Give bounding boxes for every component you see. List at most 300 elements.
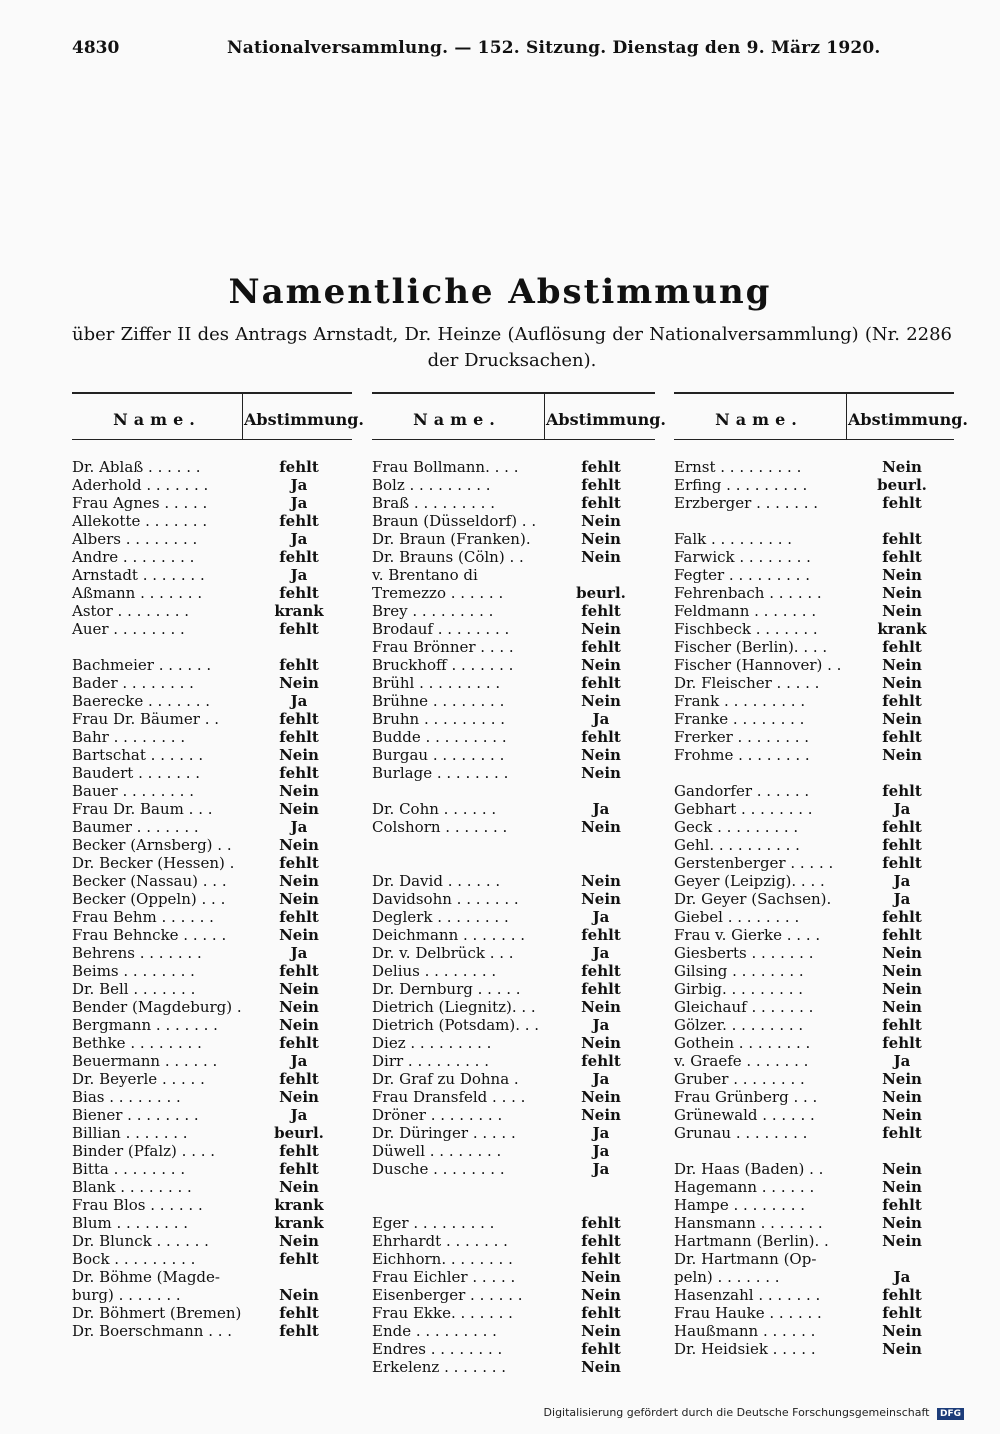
column-header-name: Name. bbox=[113, 410, 201, 429]
member-name: Becker (Nassau) . . . bbox=[72, 872, 227, 890]
member-name: Dr. Dernburg . . . . . bbox=[372, 980, 521, 998]
vote-row bbox=[72, 872, 352, 890]
vote-row bbox=[72, 602, 352, 620]
vote-row bbox=[72, 908, 352, 926]
vote-value: Nein bbox=[279, 890, 319, 908]
member-name: Bader . . . . . . . . bbox=[72, 674, 194, 692]
vote-row bbox=[72, 1304, 352, 1322]
member-name: Bauer . . . . . . . . bbox=[72, 782, 194, 800]
vote-row bbox=[372, 872, 655, 890]
vote-value: Nein bbox=[581, 998, 621, 1016]
vote-value: Nein bbox=[279, 1088, 319, 1106]
member-name: Dr. Cohn . . . . . . bbox=[372, 800, 497, 818]
member-name: Brühl . . . . . . . . . bbox=[372, 674, 501, 692]
vote-value: fehlt bbox=[279, 584, 319, 602]
vote-value: fehlt bbox=[279, 458, 319, 476]
vote-row bbox=[72, 728, 352, 746]
member-name: Dr. Böhmert (Bremen) bbox=[72, 1304, 242, 1322]
member-name: Diez . . . . . . . . . bbox=[372, 1034, 492, 1052]
vote-value: fehlt bbox=[882, 782, 922, 800]
vote-value: fehlt bbox=[279, 1142, 319, 1160]
vote-row bbox=[72, 620, 352, 638]
vote-row bbox=[372, 1034, 655, 1052]
member-name: v. Brentano di bbox=[372, 566, 478, 584]
vote-value: beurl. bbox=[576, 584, 626, 602]
vote-row bbox=[72, 1106, 352, 1124]
vote-value: Nein bbox=[882, 980, 922, 998]
vote-row bbox=[674, 980, 954, 998]
vote-row bbox=[674, 890, 954, 908]
vote-value: Ja bbox=[290, 1052, 308, 1070]
vote-value: krank bbox=[877, 620, 927, 638]
vote-row bbox=[372, 1016, 655, 1034]
member-name: Bender (Magdeburg) . bbox=[72, 998, 242, 1016]
vote-value: Nein bbox=[581, 548, 621, 566]
member-name: Beims . . . . . . . . bbox=[72, 962, 195, 980]
vote-value: fehlt bbox=[882, 1016, 922, 1034]
member-name: Frau Ekke. . . . . . . bbox=[372, 1304, 513, 1322]
member-name: Andre . . . . . . . . bbox=[72, 548, 195, 566]
vote-row bbox=[674, 674, 954, 692]
vote-row bbox=[372, 980, 655, 998]
vote-value: Ja bbox=[893, 800, 911, 818]
vote-row bbox=[674, 998, 954, 1016]
vote-value: fehlt bbox=[279, 512, 319, 530]
vote-value: fehlt bbox=[882, 1196, 922, 1214]
vote-row bbox=[372, 944, 655, 962]
vote-value: Nein bbox=[882, 1070, 922, 1088]
member-name: Baumer . . . . . . . bbox=[72, 818, 199, 836]
vote-row bbox=[372, 800, 655, 818]
vote-row bbox=[72, 800, 352, 818]
member-name: Tremezzo . . . . . . bbox=[372, 584, 504, 602]
vote-row bbox=[372, 746, 655, 764]
vote-value: Nein bbox=[882, 1178, 922, 1196]
member-name: Gandorfer . . . . . . bbox=[674, 782, 810, 800]
member-name: Bolz . . . . . . . . . bbox=[372, 476, 491, 494]
vote-value: fehlt bbox=[581, 638, 621, 656]
vote-value: Ja bbox=[592, 1142, 610, 1160]
vote-value: fehlt bbox=[279, 854, 319, 872]
vote-value: fehlt bbox=[882, 494, 922, 512]
vote-row bbox=[372, 1142, 655, 1160]
vote-row bbox=[72, 944, 352, 962]
member-name: Dr. Düringer . . . . . bbox=[372, 1124, 516, 1142]
member-name: Bock . . . . . . . . . bbox=[72, 1250, 196, 1268]
vote-value: fehlt bbox=[882, 854, 922, 872]
vote-value: Nein bbox=[581, 872, 621, 890]
member-name: Bachmeier . . . . . . bbox=[72, 656, 212, 674]
member-name: Fischer (Berlin). . . . bbox=[674, 638, 828, 656]
vote-value: fehlt bbox=[279, 620, 319, 638]
vote-row bbox=[372, 530, 655, 548]
member-name: Bahr . . . . . . . . bbox=[72, 728, 186, 746]
vote-value: Ja bbox=[290, 476, 308, 494]
column-header-vote: Abstimmung. bbox=[244, 410, 364, 429]
vote-value: fehlt bbox=[279, 728, 319, 746]
member-name: Burgau . . . . . . . . bbox=[372, 746, 505, 764]
vote-row bbox=[372, 620, 655, 638]
vote-value: krank bbox=[274, 1214, 324, 1232]
vote-row bbox=[674, 1268, 954, 1286]
vote-value: Nein bbox=[882, 1214, 922, 1232]
member-name: Düwell . . . . . . . . bbox=[372, 1142, 502, 1160]
vote-value: fehlt bbox=[581, 926, 621, 944]
member-name: Hansmann . . . . . . . bbox=[674, 1214, 823, 1232]
vote-value: Ja bbox=[592, 800, 610, 818]
vote-value: fehlt bbox=[882, 548, 922, 566]
vote-row bbox=[674, 1106, 954, 1124]
vote-row bbox=[674, 1052, 954, 1070]
vote-value: Ja bbox=[290, 530, 308, 548]
vote-value: fehlt bbox=[279, 1304, 319, 1322]
vote-row bbox=[674, 620, 954, 638]
member-name: Brey . . . . . . . . . bbox=[372, 602, 494, 620]
vote-row bbox=[72, 980, 352, 998]
vote-row bbox=[372, 1232, 655, 1250]
vote-value: Nein bbox=[882, 962, 922, 980]
column-header-name: Name. bbox=[413, 410, 501, 429]
member-name: Dr. Beyerle . . . . . bbox=[72, 1070, 205, 1088]
vote-row bbox=[72, 710, 352, 728]
vote-value: fehlt bbox=[279, 764, 319, 782]
vote-row bbox=[72, 494, 352, 512]
vote-value: Nein bbox=[279, 800, 319, 818]
vote-value: Ja bbox=[592, 944, 610, 962]
vote-value: Nein bbox=[882, 656, 922, 674]
vote-row bbox=[372, 1088, 655, 1106]
member-name: Blum . . . . . . . . bbox=[72, 1214, 188, 1232]
vote-value: Nein bbox=[581, 692, 621, 710]
vote-value: Nein bbox=[882, 458, 922, 476]
vote-row bbox=[674, 1214, 954, 1232]
member-name: Frau Dr. Baum . . . bbox=[72, 800, 213, 818]
vote-row bbox=[72, 998, 352, 1016]
vote-value: Nein bbox=[882, 944, 922, 962]
member-name: Dr. Ablaß . . . . . . bbox=[72, 458, 201, 476]
vote-row bbox=[674, 530, 954, 548]
vote-row bbox=[674, 962, 954, 980]
member-name: Farwick . . . . . . . . bbox=[674, 548, 811, 566]
vote-value: Nein bbox=[882, 746, 922, 764]
vote-value: Nein bbox=[581, 818, 621, 836]
vote-value: fehlt bbox=[882, 836, 922, 854]
vote-row bbox=[674, 1232, 954, 1250]
member-name: Gruber . . . . . . . . bbox=[674, 1070, 805, 1088]
vote-row bbox=[674, 836, 954, 854]
member-name: Billian . . . . . . . bbox=[72, 1124, 188, 1142]
vote-value: fehlt bbox=[581, 494, 621, 512]
vote-value: Nein bbox=[882, 566, 922, 584]
vote-row bbox=[674, 728, 954, 746]
vote-value: Ja bbox=[893, 890, 911, 908]
running-title: Nationalversammlung. — 152. Sitzung. Dienstag den 9. März 1920. bbox=[227, 38, 881, 58]
vote-row bbox=[674, 1250, 954, 1268]
member-name: Bruckhoff . . . . . . . bbox=[372, 656, 514, 674]
vote-row bbox=[72, 674, 352, 692]
member-name: Dröner . . . . . . . . bbox=[372, 1106, 503, 1124]
member-name: Dr. Graf zu Dohna . bbox=[372, 1070, 519, 1088]
vote-row bbox=[674, 908, 954, 926]
vote-row bbox=[674, 566, 954, 584]
member-name: Dr. Becker (Hessen) . bbox=[72, 854, 235, 872]
member-name: Brodauf . . . . . . . . bbox=[372, 620, 510, 638]
member-name: burg) . . . . . . . bbox=[72, 1286, 181, 1304]
member-name: Hasenzahl . . . . . . . bbox=[674, 1286, 821, 1304]
vote-row bbox=[674, 710, 954, 728]
member-name: Astor . . . . . . . . bbox=[72, 602, 190, 620]
vote-value: fehlt bbox=[882, 692, 922, 710]
member-name: Burlage . . . . . . . . bbox=[372, 764, 509, 782]
member-name: Haußmann . . . . . . bbox=[674, 1322, 816, 1340]
vote-value: Nein bbox=[581, 1268, 621, 1286]
vote-row bbox=[72, 656, 352, 674]
vote-value: Ja bbox=[893, 872, 911, 890]
vote-row bbox=[674, 638, 954, 656]
vote-value: fehlt bbox=[882, 1286, 922, 1304]
vote-row bbox=[372, 1124, 655, 1142]
vote-value: fehlt bbox=[279, 1070, 319, 1088]
vote-value: Nein bbox=[882, 710, 922, 728]
member-name: Dr. Heidsiek . . . . . bbox=[674, 1340, 816, 1358]
page-subtitle: über Ziffer II des Antrags Arnstadt, Dr. Heinze (Auflösung der Nationalversammlung) (Nr. 2286 der Drucksachen). bbox=[72, 324, 952, 371]
vote-row bbox=[72, 764, 352, 782]
vote-row bbox=[674, 584, 954, 602]
member-name: Frau Dr. Bäumer . . bbox=[72, 710, 220, 728]
member-name: Fischbeck . . . . . . . bbox=[674, 620, 818, 638]
vote-value: fehlt bbox=[279, 1034, 319, 1052]
vote-value: fehlt bbox=[882, 728, 922, 746]
vote-row bbox=[72, 1250, 352, 1268]
member-name: Albers . . . . . . . . bbox=[72, 530, 198, 548]
member-name: Arnstadt . . . . . . . bbox=[72, 566, 205, 584]
vote-row bbox=[72, 548, 352, 566]
vote-value: Nein bbox=[581, 1106, 621, 1124]
member-name: Bruhn . . . . . . . . . bbox=[372, 710, 506, 728]
vote-row bbox=[72, 1232, 352, 1250]
member-name: Dr. Haas (Baden) . . bbox=[674, 1160, 824, 1178]
column-header-name: Name. bbox=[715, 410, 803, 429]
member-name: Gleichauf . . . . . . . bbox=[674, 998, 814, 1016]
vote-row bbox=[674, 1196, 954, 1214]
running-header bbox=[72, 38, 956, 62]
member-name: Blank . . . . . . . . bbox=[72, 1178, 192, 1196]
vote-row bbox=[372, 674, 655, 692]
member-name: Frau Behncke . . . . . bbox=[72, 926, 227, 944]
vote-row bbox=[372, 962, 655, 980]
member-name: Dr. v. Delbrück . . . bbox=[372, 944, 514, 962]
member-name: Bergmann . . . . . . . bbox=[72, 1016, 218, 1034]
footer-text: Digitalisierung gefördert durch die Deutsche Forschungsgemeinschaft bbox=[543, 1406, 930, 1419]
vote-row bbox=[372, 728, 655, 746]
member-name: Dr. Boerschmann . . . bbox=[72, 1322, 233, 1340]
vote-value: Nein bbox=[882, 674, 922, 692]
vote-value: fehlt bbox=[279, 1160, 319, 1178]
vote-value: Ja bbox=[290, 944, 308, 962]
vote-row bbox=[372, 548, 655, 566]
member-name: Frohme . . . . . . . . bbox=[674, 746, 810, 764]
vote-row bbox=[372, 926, 655, 944]
vote-column-2 bbox=[372, 392, 666, 1376]
vote-row bbox=[72, 512, 352, 530]
vote-row bbox=[72, 476, 352, 494]
vote-row bbox=[372, 656, 655, 674]
vote-row bbox=[674, 944, 954, 962]
vote-value: Nein bbox=[279, 1232, 319, 1250]
vote-value: Ja bbox=[893, 1052, 911, 1070]
vote-value: Nein bbox=[279, 746, 319, 764]
vote-value: Nein bbox=[581, 1358, 621, 1376]
member-name: Frau Blos . . . . . . bbox=[72, 1196, 203, 1214]
vote-value: Nein bbox=[581, 620, 621, 638]
member-name: Behrens . . . . . . . bbox=[72, 944, 202, 962]
member-name: Fehrenbach . . . . . . bbox=[674, 584, 822, 602]
vote-row bbox=[674, 1304, 954, 1322]
vote-value: fehlt bbox=[882, 638, 922, 656]
vote-row bbox=[674, 692, 954, 710]
member-name: Frau Grünberg . . . bbox=[674, 1088, 818, 1106]
vote-value: Nein bbox=[882, 1322, 922, 1340]
member-name: Braß . . . . . . . . . bbox=[372, 494, 495, 512]
vote-row bbox=[72, 1088, 352, 1106]
member-name: Geyer (Leipzig). . . . bbox=[674, 872, 825, 890]
vote-row bbox=[72, 962, 352, 980]
member-name: Bitta . . . . . . . . bbox=[72, 1160, 186, 1178]
member-name: Gölzer. . . . . . . . . bbox=[674, 1016, 804, 1034]
member-name: Aderhold . . . . . . . bbox=[72, 476, 209, 494]
vote-value: fehlt bbox=[882, 1034, 922, 1052]
vote-value: Nein bbox=[279, 926, 319, 944]
vote-row bbox=[72, 1160, 352, 1178]
vote-value: Nein bbox=[882, 998, 922, 1016]
vote-row bbox=[72, 926, 352, 944]
vote-row bbox=[674, 656, 954, 674]
member-name: Dr. Fleischer . . . . . bbox=[674, 674, 820, 692]
vote-value: Nein bbox=[279, 980, 319, 998]
column-header-vote: Abstimmung. bbox=[848, 410, 968, 429]
vote-value: fehlt bbox=[581, 476, 621, 494]
member-name: Ehrhardt . . . . . . . bbox=[372, 1232, 508, 1250]
member-name: Biener . . . . . . . . bbox=[72, 1106, 199, 1124]
vote-value: beurl. bbox=[274, 1124, 324, 1142]
vote-value: fehlt bbox=[581, 1214, 621, 1232]
member-name: Endres . . . . . . . . bbox=[372, 1340, 503, 1358]
member-name: Giesberts . . . . . . . bbox=[674, 944, 814, 962]
member-name: Hartmann (Berlin). . bbox=[674, 1232, 829, 1250]
vote-value: Nein bbox=[581, 512, 621, 530]
member-name: Frau Bollmann. . . . bbox=[372, 458, 519, 476]
vote-row bbox=[674, 800, 954, 818]
vote-row bbox=[72, 746, 352, 764]
member-name: Frau Eichler . . . . . bbox=[372, 1268, 516, 1286]
vote-row bbox=[372, 1304, 655, 1322]
vote-row bbox=[72, 584, 352, 602]
member-name: Giebel . . . . . . . . bbox=[674, 908, 800, 926]
member-name: Dr. David . . . . . . bbox=[372, 872, 501, 890]
member-name: Becker (Arnsberg) . . bbox=[72, 836, 232, 854]
vote-row bbox=[674, 1286, 954, 1304]
member-name: Frerker . . . . . . . . bbox=[674, 728, 810, 746]
member-name: Dr. Blunck . . . . . . bbox=[72, 1232, 209, 1250]
vote-row bbox=[674, 872, 954, 890]
vote-value: Nein bbox=[279, 1016, 319, 1034]
vote-row bbox=[372, 1340, 655, 1358]
member-name: Eger . . . . . . . . . bbox=[372, 1214, 495, 1232]
member-name: Auer . . . . . . . . bbox=[72, 620, 185, 638]
member-name: Erkelenz . . . . . . . bbox=[372, 1358, 507, 1376]
vote-row bbox=[674, 1070, 954, 1088]
vote-value: fehlt bbox=[882, 926, 922, 944]
member-name: Delius . . . . . . . . bbox=[372, 962, 497, 980]
vote-row bbox=[674, 1340, 954, 1358]
vote-row bbox=[372, 818, 655, 836]
vote-row bbox=[72, 1124, 352, 1142]
member-name: Grunau . . . . . . . . bbox=[674, 1124, 808, 1142]
vote-row bbox=[674, 1016, 954, 1034]
member-name: Brühne . . . . . . . . bbox=[372, 692, 505, 710]
vote-row bbox=[72, 1196, 352, 1214]
vote-value: Ja bbox=[290, 494, 308, 512]
dfg-logo-icon: DFG bbox=[937, 1408, 964, 1420]
vote-value: Ja bbox=[592, 1124, 610, 1142]
member-name: Dr. Braun (Franken). bbox=[372, 530, 531, 548]
vote-column-1 bbox=[72, 392, 364, 1372]
vote-row bbox=[372, 458, 655, 476]
vote-row bbox=[674, 1322, 954, 1340]
vote-value: Ja bbox=[290, 566, 308, 584]
member-name: Dr. Brauns (Cöln) . . bbox=[372, 548, 524, 566]
vote-value: fehlt bbox=[581, 980, 621, 998]
vote-value: Ja bbox=[592, 1016, 610, 1034]
vote-value: Ja bbox=[290, 1106, 308, 1124]
vote-value: Nein bbox=[581, 1088, 621, 1106]
vote-row bbox=[372, 1268, 655, 1286]
vote-row bbox=[674, 1088, 954, 1106]
member-name: Davidsohn . . . . . . . bbox=[372, 890, 519, 908]
vote-value: fehlt bbox=[581, 1232, 621, 1250]
member-name: Aßmann . . . . . . . bbox=[72, 584, 203, 602]
vote-value: Nein bbox=[882, 602, 922, 620]
vote-value: Nein bbox=[882, 1160, 922, 1178]
member-name: Braun (Düsseldorf) . . bbox=[372, 512, 537, 530]
vote-value: Nein bbox=[581, 764, 621, 782]
footer-credit bbox=[544, 1406, 964, 1420]
vote-row bbox=[372, 1160, 655, 1178]
vote-value: Nein bbox=[581, 1286, 621, 1304]
member-name: Ernst . . . . . . . . . bbox=[674, 458, 802, 476]
member-name: Gerstenberger . . . . . bbox=[674, 854, 834, 872]
vote-row bbox=[674, 494, 954, 512]
vote-value: fehlt bbox=[581, 962, 621, 980]
member-name: Grünewald . . . . . . bbox=[674, 1106, 815, 1124]
member-name: Becker (Oppeln) . . . bbox=[72, 890, 226, 908]
vote-row bbox=[372, 1322, 655, 1340]
vote-row bbox=[72, 1214, 352, 1232]
member-name: Dr. Geyer (Sachsen). bbox=[674, 890, 832, 908]
vote-value: fehlt bbox=[882, 1124, 922, 1142]
vote-row bbox=[72, 1322, 352, 1340]
vote-value: Nein bbox=[279, 1286, 319, 1304]
vote-value: Nein bbox=[581, 530, 621, 548]
member-name: Fegter . . . . . . . . . bbox=[674, 566, 810, 584]
member-name: Franke . . . . . . . . bbox=[674, 710, 805, 728]
vote-row bbox=[674, 458, 954, 476]
vote-row bbox=[674, 1034, 954, 1052]
member-name: Hagemann . . . . . . bbox=[674, 1178, 815, 1196]
vote-value: fehlt bbox=[581, 728, 621, 746]
vote-value: fehlt bbox=[882, 530, 922, 548]
vote-value: fehlt bbox=[882, 908, 922, 926]
